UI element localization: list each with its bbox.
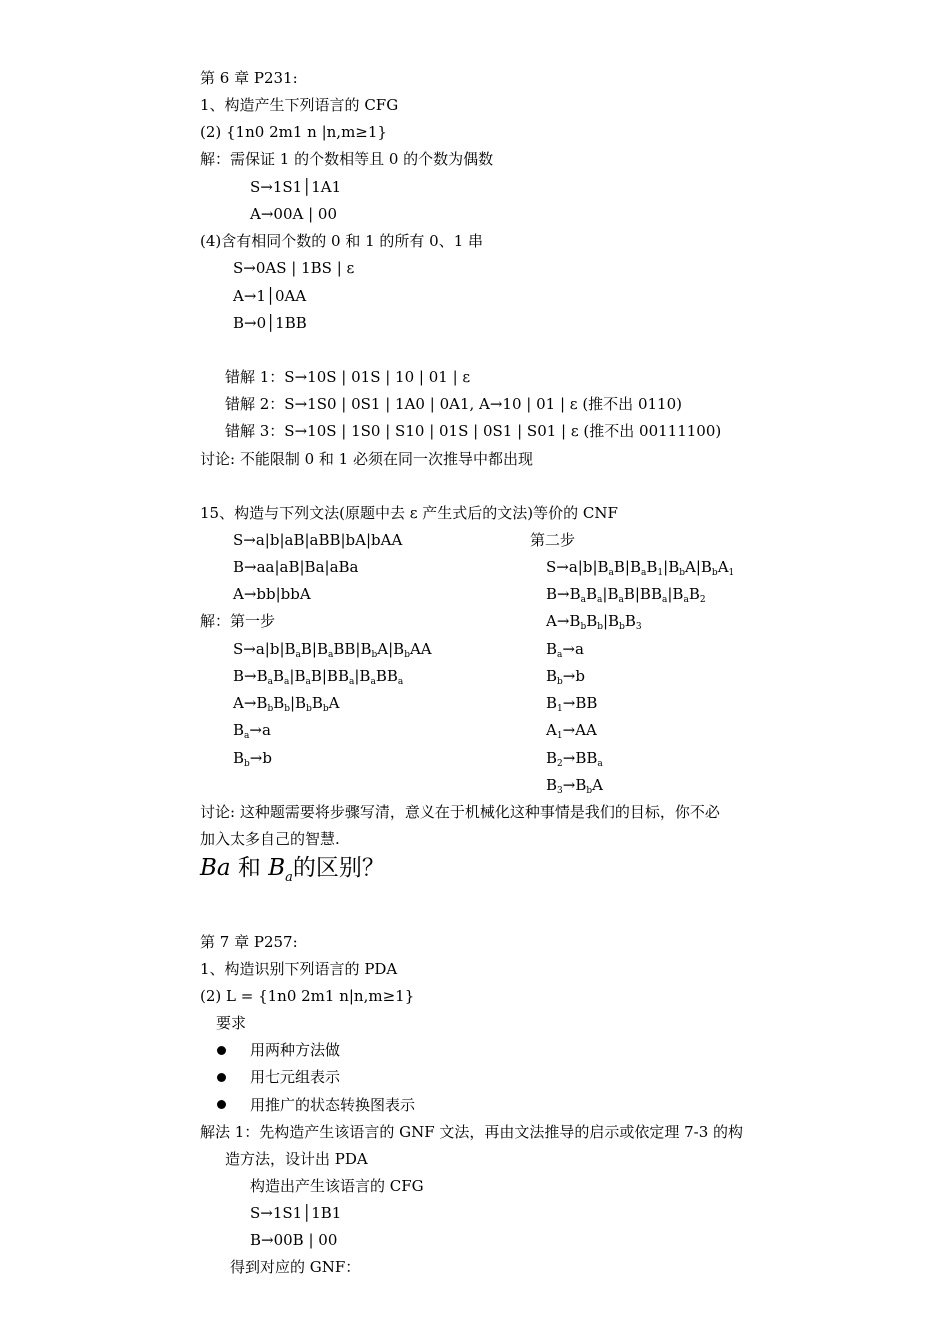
ch6-q4-title: (4)含有相同个数的 0 和 1 的所有 0、1 串 bbox=[200, 232, 484, 250]
construct-cfg: 构造出产生该语言的 CFG bbox=[250, 1177, 424, 1195]
ch6-q4-rule-3: B→0│1BB bbox=[233, 314, 307, 332]
discussion-1: 讨论: 不能限制 0 和 1 必须在同一次推导中都出现 bbox=[200, 450, 533, 468]
step2-rule-ba: $B_a\to a$ bbox=[546, 640, 584, 660]
ba-difference-question: Ba 和 $B_a$的区别？ bbox=[200, 855, 385, 885]
step2-rule-a: $A\to B_bB_b|B_bB_3$ bbox=[546, 612, 642, 632]
ch6-q4-rule-1: S→0AS | 1BS | ε bbox=[233, 259, 355, 277]
ch7-header: 第 7 章 P257: bbox=[200, 933, 298, 951]
requirement-1: 用两种方法做 bbox=[250, 1041, 341, 1059]
step1-rule-s: $S\to a|b|B_aB|B_aBB|B_bA|B_bAA$ bbox=[233, 640, 432, 660]
step2-rule-b1: $B_1\to BB$ bbox=[546, 694, 598, 714]
method-1-line-2: 造方法，设计出 PDA bbox=[225, 1150, 368, 1168]
step1-rule-bb: $B_b\to b$ bbox=[233, 749, 272, 769]
step2-rule-a1: $A_1\to AA$ bbox=[546, 721, 597, 741]
step1-rule-ba: $B_a\to a$ bbox=[233, 721, 271, 741]
discussion-2-line-1: 讨论: 这种题需要将步骤写清，意义在于机械化这种事情是我们的目标，你不必 bbox=[200, 803, 720, 821]
ch7-q2-title: (2) L = {1n0 2m1 n|n,m≥1} bbox=[200, 987, 415, 1005]
ch6-q2-rule-2: A→00A | 00 bbox=[250, 205, 337, 223]
ch6-q2-title: (2) {1n0 2m1 n |n,m≥1} bbox=[200, 123, 387, 141]
step2-rule-bb: $B_b\to b$ bbox=[546, 667, 585, 687]
q15-step2-label: 第二步 bbox=[530, 531, 576, 549]
ch7-rule-1: S→1S1│1B1 bbox=[250, 1204, 342, 1222]
step2-rule-b2: $B_2\to BB_a$ bbox=[546, 749, 603, 769]
ch6-q4-rule-2: A→1│0AA bbox=[233, 287, 307, 305]
wrong-solution-2: 错解 2：S→1S0 | 0S1 | 1A0 | 0A1, A→10 | 01 | ε (推不出 0110) bbox=[225, 395, 682, 413]
ch6-q2-rule-1: S→1S1│1A1 bbox=[250, 178, 342, 196]
method-1-line-1: 解法 1：先构造产生该语言的 GNF 文法，再由文法推导的启示或依定理 7-3 的构 bbox=[200, 1123, 744, 1141]
step1-rule-a: $A\to B_bB_b|B_bB_bA$ bbox=[233, 694, 340, 714]
step1-rule-b: $B\to B_aB_a|B_aB|BB_a|B_aBB_a$ bbox=[233, 667, 404, 687]
wrong-solution-3: 错解 3：S→10S | 1S0 | S10 | 01S | 0S1 | S01 | ε (推不出 00111100) bbox=[225, 422, 722, 440]
q15-grammar-s: S→a|b|aB|aBB|bA|bAA bbox=[233, 531, 403, 549]
requirements-label: 要求 bbox=[216, 1014, 247, 1032]
q15-title: 15、构造与下列文法(原题中去 ε 产生式后的文法)等价的 CNF bbox=[200, 504, 618, 522]
discussion-2-line-2: 加入太多自己的智慧. bbox=[200, 830, 340, 848]
q15-grammar-b: B→aa|aB|Ba|aBa bbox=[233, 558, 359, 576]
ch6-q1-title: 1、构造产生下列语言的 CFG bbox=[200, 96, 399, 114]
step2-rule-b3: $B_3\to B_bA$ bbox=[546, 776, 603, 796]
ch6-header: 第 6 章 P231: bbox=[200, 69, 298, 87]
q15-grammar-a: A→bb|bbA bbox=[233, 585, 311, 603]
wrong-solution-1: 错解 1：S→10S | 01S | 10 | 01 | ε bbox=[225, 368, 471, 386]
bullet-dot-3 bbox=[217, 1100, 226, 1109]
ch6-q2-solution: 解：需保证 1 的个数相等且 0 的个数为偶数 bbox=[200, 150, 494, 168]
bullet-dot-2 bbox=[217, 1073, 226, 1082]
ch7-rule-2: B→00B | 00 bbox=[250, 1231, 338, 1249]
ch7-q1-title: 1、构造识别下列语言的 PDA bbox=[200, 960, 398, 978]
requirement-2: 用七元组表示 bbox=[250, 1068, 341, 1086]
step2-rule-s: $S\to a|b|B_aB|B_aB_1|B_bA|B_bA_1$ bbox=[546, 558, 735, 578]
q15-solution-step1: 解：第一步 bbox=[200, 612, 276, 630]
gnf-label: 得到对应的 GNF： bbox=[230, 1258, 361, 1276]
bullet-dot-1 bbox=[217, 1046, 226, 1055]
requirement-3: 用推广的状态转换图表示 bbox=[250, 1096, 416, 1114]
step2-rule-b: $B\to B_aB_a|B_aB|BB_a|B_aB_2$ bbox=[546, 585, 706, 605]
